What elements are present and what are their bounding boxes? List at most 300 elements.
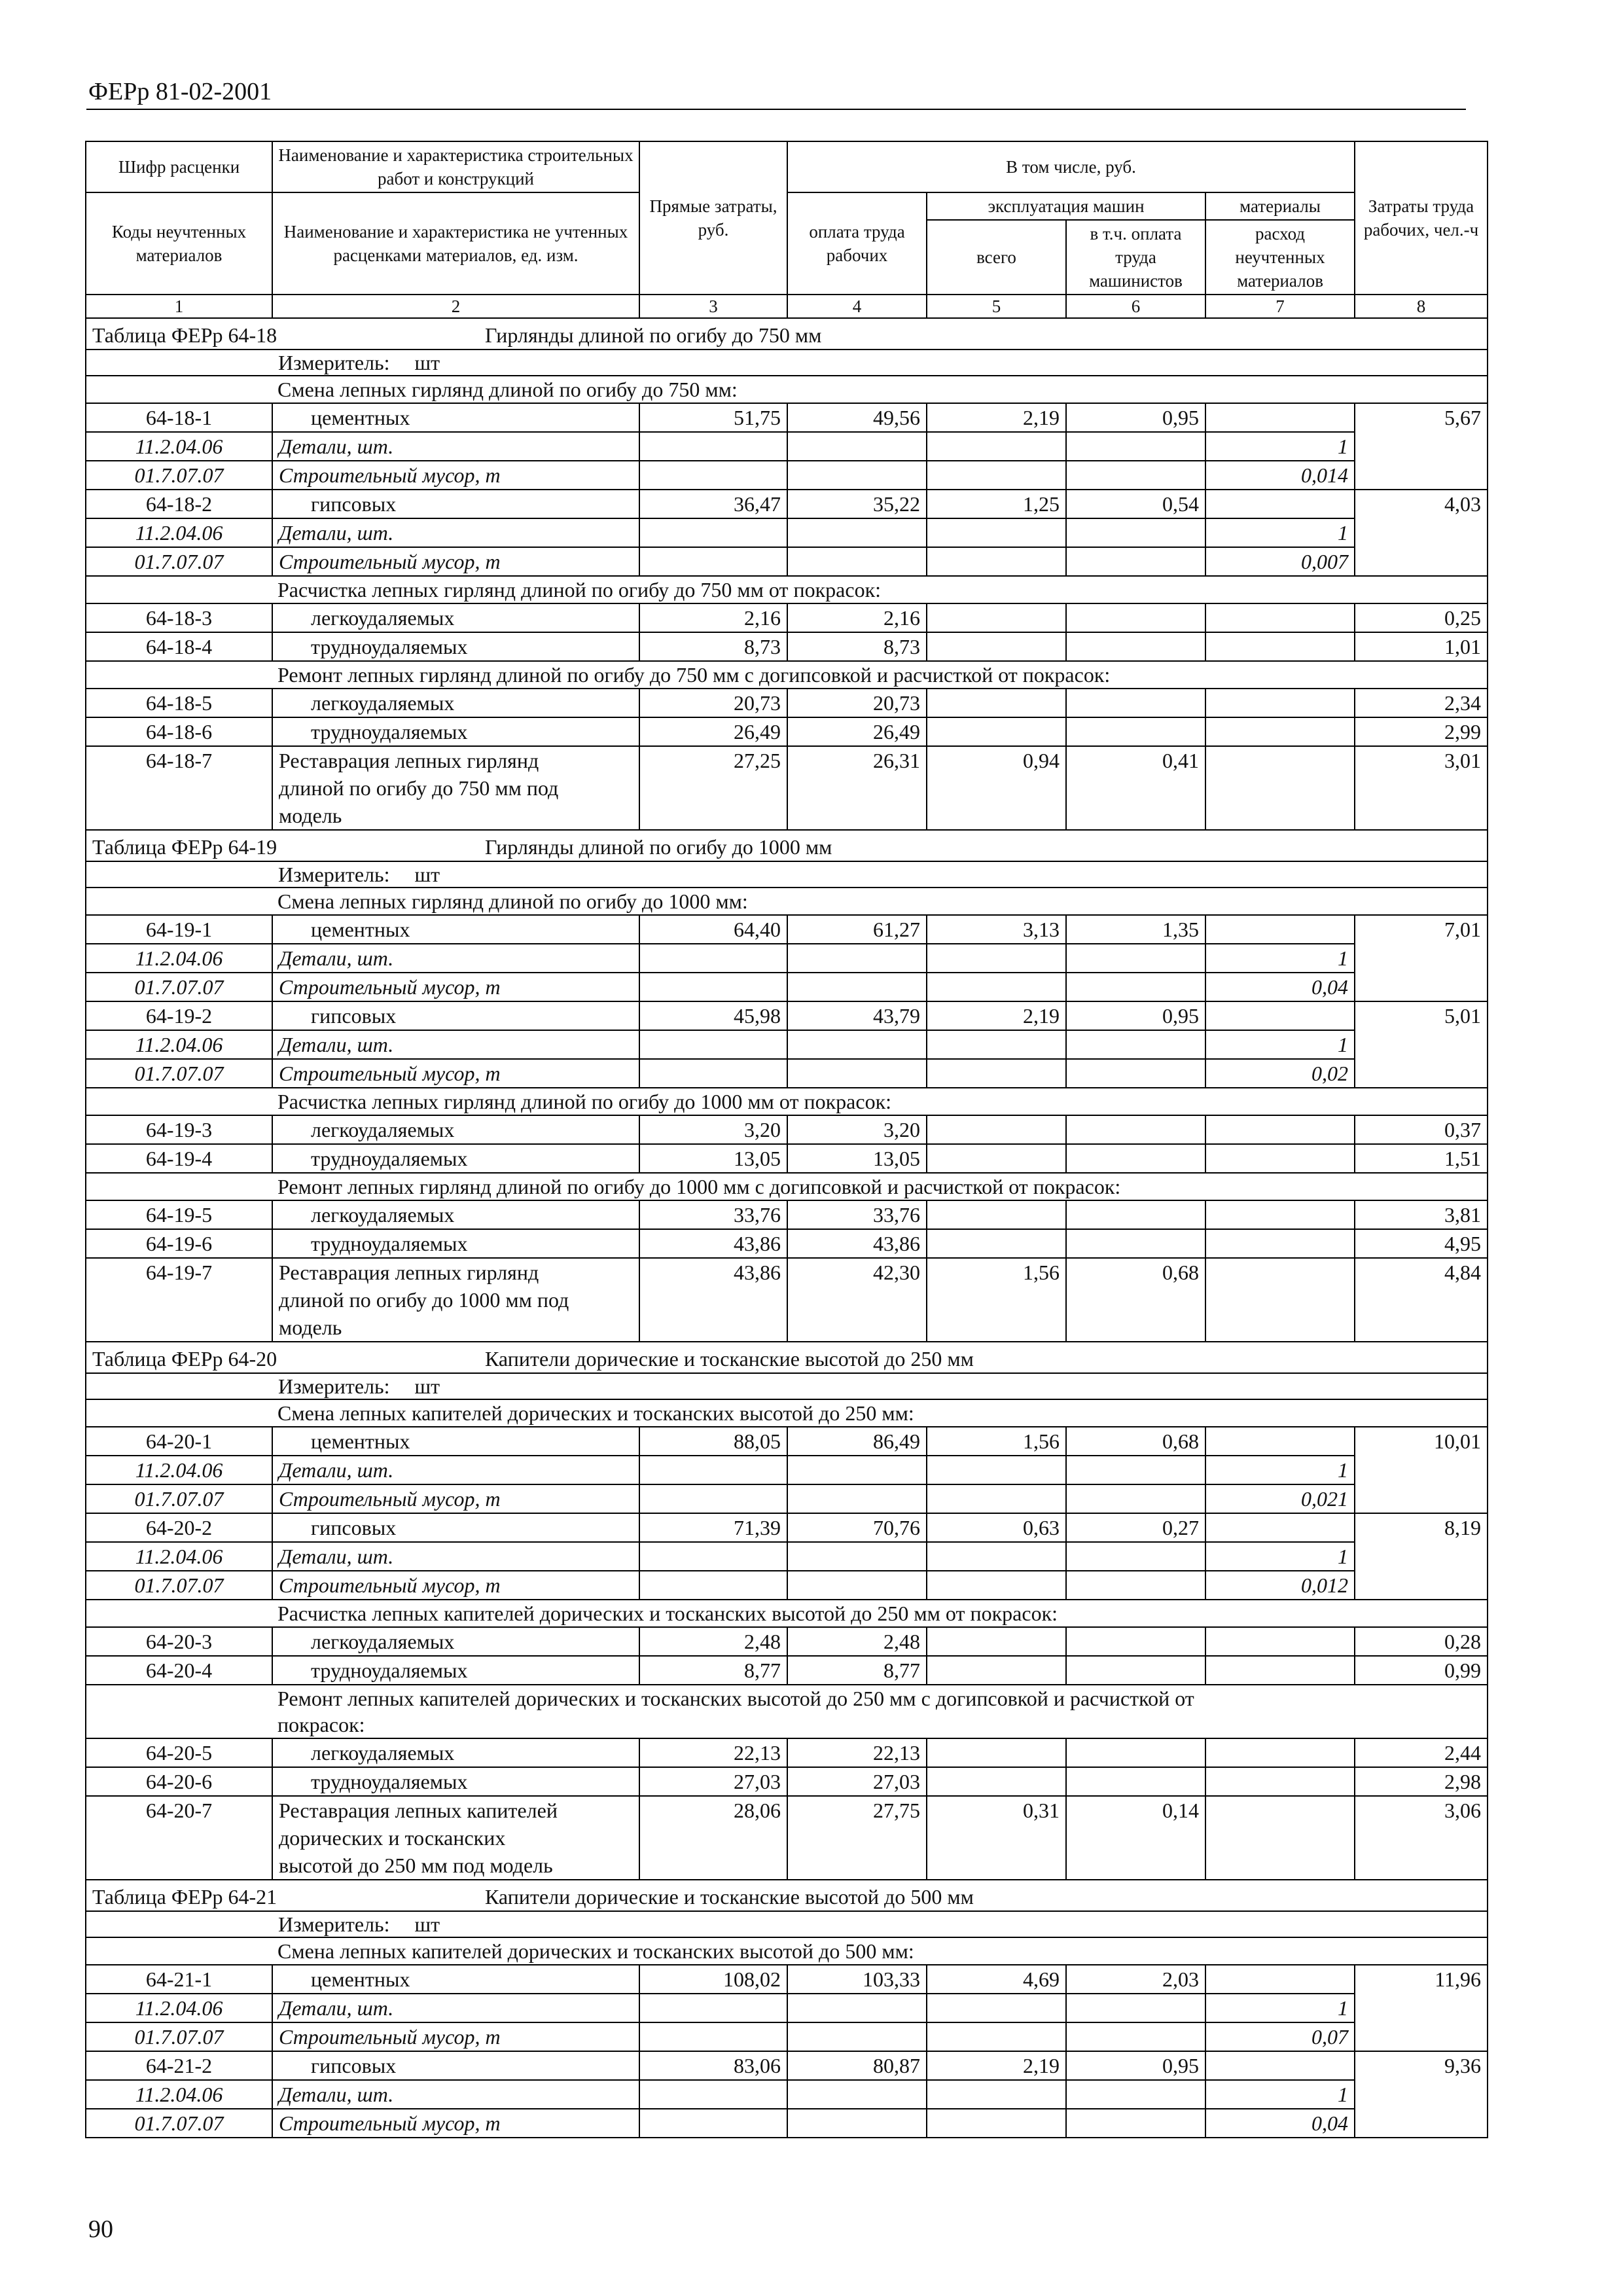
labor-hours: 0,37 — [1355, 1115, 1488, 1144]
materials-usage — [1205, 1200, 1355, 1229]
direct-cost: 88,05 — [639, 1427, 787, 1456]
rate-code: 64-18-7 — [86, 746, 272, 830]
labor-hours: 5,67 — [1355, 403, 1488, 490]
direct-cost: 28,06 — [639, 1796, 787, 1880]
rate-name: легкоудаляемых — [272, 603, 639, 632]
operators-pay — [1066, 1767, 1205, 1796]
rate-name: гипсовых — [272, 1001, 639, 1030]
labor-pay: 26,31 — [787, 746, 927, 830]
operators-pay: 2,03 — [1066, 1965, 1205, 1994]
rate-code: 64-19-3 — [86, 1115, 272, 1144]
labor-hours: 0,99 — [1355, 1656, 1488, 1685]
meter — [86, 861, 1488, 888]
labor-hours: 2,44 — [1355, 1738, 1488, 1767]
rate-name-line: Реставрация лепных гирлянд — [279, 749, 539, 772]
materials-usage — [1205, 1229, 1355, 1258]
operators-pay: 1,35 — [1066, 915, 1205, 944]
rate-name: гипсовых — [272, 2051, 639, 2080]
material-name: Детали, шт. — [272, 432, 639, 461]
materials-usage — [1205, 603, 1355, 632]
machines-total: 0,31 — [927, 1796, 1066, 1880]
material-row — [86, 1456, 1488, 1484]
group-description — [86, 1937, 1488, 1965]
rate-code: 64-20-5 — [86, 1738, 272, 1767]
empty-cell — [787, 2109, 927, 2138]
labor-hours: 3,81 — [1355, 1200, 1488, 1229]
column-number: 6 — [1066, 295, 1205, 318]
operators-pay: 0,68 — [1066, 1258, 1205, 1342]
material-row — [86, 1030, 1488, 1059]
materials-usage — [1205, 1513, 1355, 1542]
material-name: Строительный мусор, т — [272, 1571, 639, 1600]
rate-row — [86, 603, 1488, 632]
machines-total: 2,19 — [927, 1001, 1066, 1030]
rate-name — [272, 746, 639, 830]
materials-usage — [1205, 403, 1355, 432]
material-name: Детали, шт. — [272, 1994, 639, 2022]
direct-cost: 26,49 — [639, 717, 787, 746]
rate-name: легкоудаляемых — [272, 1115, 639, 1144]
empty-cell — [927, 2022, 1066, 2051]
rate-code: 64-21-2 — [86, 2051, 272, 2080]
labor-hours: 0,28 — [1355, 1627, 1488, 1656]
material-row — [86, 1571, 1488, 1600]
direct-cost: 8,73 — [639, 632, 787, 661]
material-row — [86, 944, 1488, 973]
empty-cell — [639, 461, 787, 490]
material-name: Строительный мусор, т — [272, 1059, 639, 1088]
material-qty: 1 — [1205, 1994, 1355, 2022]
empty-cell — [639, 1542, 787, 1571]
rate-name-line: модель — [279, 1316, 342, 1339]
column-number: 8 — [1355, 295, 1488, 318]
labor-hours: 7,01 — [1355, 915, 1488, 1001]
materials-usage — [1205, 2051, 1355, 2080]
labor-pay: 49,56 — [787, 403, 927, 432]
labor-pay: 43,79 — [787, 1001, 927, 1030]
material-name: Детали, шт. — [272, 1456, 639, 1484]
rate-row — [86, 1656, 1488, 1685]
rate-row — [86, 746, 1488, 830]
material-row — [86, 2109, 1488, 2138]
empty-cell — [639, 2080, 787, 2109]
rate-row — [86, 1627, 1488, 1656]
empty-cell — [787, 1059, 927, 1088]
rate-code: 64-20-1 — [86, 1427, 272, 1456]
material-qty: 0,007 — [1205, 547, 1355, 576]
rate-row — [86, 689, 1488, 717]
empty-cell — [1066, 1059, 1205, 1088]
material-qty: 0,02 — [1205, 1059, 1355, 1088]
material-code: 11.2.04.06 — [86, 944, 272, 973]
material-qty: 1 — [1205, 518, 1355, 547]
rate-name: легкоудаляемых — [272, 689, 639, 717]
machines-total: 1,56 — [927, 1258, 1066, 1342]
operators-pay — [1066, 1200, 1205, 1229]
direct-cost: 8,77 — [639, 1656, 787, 1685]
empty-cell — [787, 1571, 927, 1600]
table-name: Гирлянды длиной по огибу до 1000 мм — [485, 835, 832, 859]
rate-code: 64-18-1 — [86, 403, 272, 432]
rate-row — [86, 1427, 1488, 1456]
materials-usage — [1205, 1627, 1355, 1656]
material-qty: 0,07 — [1205, 2022, 1355, 2051]
table-code: Таблица ФЕРр 64-19 — [92, 835, 277, 859]
labor-hours: 3,01 — [1355, 746, 1488, 830]
group-description-line: Смена лепных гирлянд длиной по огибу до 750 мм: — [277, 378, 738, 401]
meter-row — [86, 1373, 1488, 1399]
labor-hours: 2,34 — [1355, 689, 1488, 717]
empty-cell — [1066, 944, 1205, 973]
rate-name-line: высотой до 250 мм под модель — [279, 1854, 553, 1877]
material-code: 01.7.07.07 — [86, 1571, 272, 1600]
empty-cell — [1066, 1571, 1205, 1600]
labor-pay: 86,49 — [787, 1427, 927, 1456]
machines-total: 2,19 — [927, 403, 1066, 432]
empty-cell — [927, 1030, 1066, 1059]
col1-top-header: Шифр расценки — [86, 141, 272, 192]
machines-total: 1,25 — [927, 490, 1066, 518]
rate-name: легкоудаляемых — [272, 1200, 639, 1229]
rate-name-line: Реставрация лепных капителей — [279, 1799, 558, 1822]
group-row — [86, 1685, 1488, 1738]
labor-pay: 61,27 — [787, 915, 927, 944]
rate-code: 64-18-2 — [86, 490, 272, 518]
rate-row — [86, 1796, 1488, 1880]
material-code: 11.2.04.06 — [86, 1030, 272, 1059]
labor-hours: 3,06 — [1355, 1796, 1488, 1880]
operators-pay: 0,95 — [1066, 2051, 1205, 2080]
material-code: 01.7.07.07 — [86, 461, 272, 490]
material-name: Детали, шт. — [272, 1030, 639, 1059]
materials-usage — [1205, 1001, 1355, 1030]
rate-code: 64-21-1 — [86, 1965, 272, 1994]
table-title-row — [86, 1342, 1488, 1373]
operators-pay: 0,95 — [1066, 403, 1205, 432]
direct-cost: 27,03 — [639, 1767, 787, 1796]
direct-cost: 45,98 — [639, 1001, 787, 1030]
materials-usage — [1205, 746, 1355, 830]
rate-code: 64-19-4 — [86, 1144, 272, 1173]
group-description — [86, 1088, 1488, 1115]
empty-cell — [1066, 973, 1205, 1001]
material-row — [86, 518, 1488, 547]
rate-row — [86, 1001, 1488, 1030]
materials-usage — [1205, 632, 1355, 661]
rate-row — [86, 915, 1488, 944]
material-code: 11.2.04.06 — [86, 2080, 272, 2109]
operators-pay — [1066, 632, 1205, 661]
labor-pay: 27,03 — [787, 1767, 927, 1796]
empty-cell — [927, 1542, 1066, 1571]
column-number-row — [86, 295, 1488, 318]
rate-name-line: дорических и тосканских — [279, 1826, 506, 1850]
group-row — [86, 376, 1488, 403]
materials-usage — [1205, 1656, 1355, 1685]
group-description-line: Смена лепных гирлянд длиной по огибу до 1000 мм: — [277, 889, 748, 913]
direct-cost: 33,76 — [639, 1200, 787, 1229]
operators-pay — [1066, 1627, 1205, 1656]
direct-cost: 83,06 — [639, 2051, 787, 2080]
column-number: 1 — [86, 295, 272, 318]
rate-name — [272, 1796, 639, 1880]
material-name: Строительный мусор, т — [272, 2022, 639, 2051]
group-description — [86, 661, 1488, 689]
material-code: 11.2.04.06 — [86, 432, 272, 461]
rate-row — [86, 1738, 1488, 1767]
labor-hours: 4,84 — [1355, 1258, 1488, 1342]
direct-cost: 2,16 — [639, 603, 787, 632]
meter — [86, 1911, 1488, 1937]
labor-pay: 8,73 — [787, 632, 927, 661]
machines-total — [927, 1767, 1066, 1796]
meter-unit: шт — [414, 1912, 440, 1936]
labor-hours: 1,01 — [1355, 632, 1488, 661]
rate-row — [86, 403, 1488, 432]
labor-pay: 8,77 — [787, 1656, 927, 1685]
machines-total — [927, 1656, 1066, 1685]
operators-pay: 0,95 — [1066, 1001, 1205, 1030]
meter-label: Измеритель: — [278, 351, 390, 374]
labor-pay: 43,86 — [787, 1229, 927, 1258]
direct-cost: 22,13 — [639, 1738, 787, 1767]
labor-hours: 4,95 — [1355, 1229, 1488, 1258]
group-row — [86, 1088, 1488, 1115]
rate-name-line: длиной по огибу до 750 мм под — [279, 776, 559, 800]
page-number: 90 — [88, 2215, 113, 2243]
direct-cost-header: Прямые затраты, руб. — [639, 141, 787, 295]
materials-usage — [1205, 717, 1355, 746]
machines-total — [927, 1627, 1066, 1656]
rate-name: гипсовых — [272, 490, 639, 518]
rate-name: легкоудаляемых — [272, 1627, 639, 1656]
empty-cell — [1066, 432, 1205, 461]
empty-cell — [639, 973, 787, 1001]
empty-cell — [787, 1456, 927, 1484]
material-code: 01.7.07.07 — [86, 2022, 272, 2051]
labor-pay: 22,13 — [787, 1738, 927, 1767]
materials-usage-header: расход неучтенных материалов — [1205, 220, 1355, 295]
rate-row — [86, 717, 1488, 746]
meter-label: Измеритель: — [278, 863, 390, 886]
direct-cost: 71,39 — [639, 1513, 787, 1542]
empty-cell — [1066, 2109, 1205, 2138]
operators-pay — [1066, 717, 1205, 746]
rate-code: 64-20-7 — [86, 1796, 272, 1880]
material-qty: 1 — [1205, 944, 1355, 973]
material-qty: 0,021 — [1205, 1484, 1355, 1513]
material-code: 01.7.07.07 — [86, 2109, 272, 2138]
empty-cell — [639, 547, 787, 576]
group-row — [86, 1600, 1488, 1627]
table-head — [86, 141, 1488, 318]
empty-cell — [639, 1484, 787, 1513]
empty-cell — [927, 518, 1066, 547]
operators-pay — [1066, 1738, 1205, 1767]
labor-hours: 2,99 — [1355, 717, 1488, 746]
table-code: Таблица ФЕРр 64-21 — [92, 1885, 277, 1909]
materials-usage — [1205, 915, 1355, 944]
empty-cell — [639, 944, 787, 973]
material-code: 01.7.07.07 — [86, 1484, 272, 1513]
group-description-line: покрасок: — [277, 1713, 365, 1736]
empty-cell — [639, 1571, 787, 1600]
direct-cost: 20,73 — [639, 689, 787, 717]
meter-label: Измеритель: — [278, 1912, 390, 1936]
empty-cell — [787, 1030, 927, 1059]
table-name: Капители дорические и тосканские высотой до 250 мм — [485, 1347, 974, 1371]
machines-total — [927, 1229, 1066, 1258]
empty-cell — [787, 944, 927, 973]
materials-usage — [1205, 1796, 1355, 1880]
operators-pay-header: в т.ч. оплата труда машинистов — [1066, 220, 1205, 295]
material-name: Строительный мусор, т — [272, 2109, 639, 2138]
rate-row — [86, 2051, 1488, 2080]
direct-cost: 13,05 — [639, 1144, 787, 1173]
table-title-row — [86, 318, 1488, 350]
material-row — [86, 2022, 1488, 2051]
meter-label: Измеритель: — [278, 1374, 390, 1398]
group-description-line: Ремонт лепных гирлянд длиной по огибу до 750 мм с догипсовкой и расчисткой от покрасок: — [277, 663, 1111, 687]
labor-hours: 11,96 — [1355, 1965, 1488, 2051]
material-name: Детали, шт. — [272, 1542, 639, 1571]
empty-cell — [927, 1059, 1066, 1088]
empty-cell — [1066, 1484, 1205, 1513]
material-qty: 1 — [1205, 1456, 1355, 1484]
material-row — [86, 2080, 1488, 2109]
materials-usage — [1205, 1965, 1355, 1994]
labor-pay: 35,22 — [787, 490, 927, 518]
operators-pay: 0,27 — [1066, 1513, 1205, 1542]
direct-cost: 51,75 — [639, 403, 787, 432]
labor-hours: 0,25 — [1355, 603, 1488, 632]
rate-code: 64-20-6 — [86, 1767, 272, 1796]
empty-cell — [1066, 1456, 1205, 1484]
group-description — [86, 1600, 1488, 1627]
material-row — [86, 547, 1488, 576]
machines-total — [927, 632, 1066, 661]
table-title — [86, 830, 1488, 861]
empty-cell — [639, 432, 787, 461]
rate-code: 64-19-1 — [86, 915, 272, 944]
rate-name: цементных — [272, 403, 639, 432]
labor-pay: 2,48 — [787, 1627, 927, 1656]
empty-cell — [787, 1994, 927, 2022]
machines-total — [927, 1738, 1066, 1767]
material-qty: 1 — [1205, 1030, 1355, 1059]
table-name: Гирлянды длиной по огибу до 750 мм — [485, 323, 822, 347]
materials-usage — [1205, 1115, 1355, 1144]
machines-total — [927, 717, 1066, 746]
rate-code: 64-18-6 — [86, 717, 272, 746]
labor-hours-header: Затраты труда рабочих, чел.-ч — [1355, 141, 1488, 295]
empty-cell — [787, 2022, 927, 2051]
material-code: 01.7.07.07 — [86, 1059, 272, 1088]
col2-bottom-header: Наименование и характеристика не учтенных расценками материалов, ед. изм. — [272, 192, 639, 295]
material-row — [86, 1542, 1488, 1571]
rate-code: 64-19-5 — [86, 1200, 272, 1229]
labor-pay: 80,87 — [787, 2051, 927, 2080]
empty-cell — [787, 432, 927, 461]
labor-hours: 5,01 — [1355, 1001, 1488, 1088]
material-code: 01.7.07.07 — [86, 547, 272, 576]
machines-total — [927, 1200, 1066, 1229]
empty-cell — [927, 1994, 1066, 2022]
labor-hours: 1,51 — [1355, 1144, 1488, 1173]
empty-cell — [1066, 2022, 1205, 2051]
labor-pay: 103,33 — [787, 1965, 927, 1994]
rate-name: цементных — [272, 915, 639, 944]
empty-cell — [639, 2109, 787, 2138]
empty-cell — [639, 1030, 787, 1059]
group-description — [86, 1173, 1488, 1200]
group-description-line: Ремонт лепных гирлянд длиной по огибу до 1000 мм с догипсовкой и расчисткой от покрасок: — [277, 1175, 1121, 1198]
operators-pay — [1066, 1144, 1205, 1173]
rate-name: трудноудаляемых — [272, 717, 639, 746]
empty-cell — [1066, 2080, 1205, 2109]
empty-cell — [787, 973, 927, 1001]
machines-total: 4,69 — [927, 1965, 1066, 1994]
rate-row — [86, 1965, 1488, 1994]
material-qty: 1 — [1205, 2080, 1355, 2109]
labor-pay: 13,05 — [787, 1144, 927, 1173]
rate-name: трудноудаляемых — [272, 1656, 639, 1685]
labor-pay: 26,49 — [787, 717, 927, 746]
empty-cell — [787, 1484, 927, 1513]
group-description-line: Смена лепных капителей дорических и тосканских высотой до 250 мм: — [277, 1401, 914, 1425]
rate-row — [86, 632, 1488, 661]
materials-usage — [1205, 1258, 1355, 1342]
rate-code: 64-20-4 — [86, 1656, 272, 1685]
empty-cell — [1066, 518, 1205, 547]
labor-hours: 10,01 — [1355, 1427, 1488, 1513]
materials-usage — [1205, 689, 1355, 717]
rate-name: трудноудаляемых — [272, 1767, 639, 1796]
rate-code: 64-19-2 — [86, 1001, 272, 1030]
empty-cell — [639, 2022, 787, 2051]
labor-hours: 8,19 — [1355, 1513, 1488, 1600]
group-description — [86, 376, 1488, 403]
table-code: Таблица ФЕРр 64-18 — [92, 323, 277, 347]
material-qty: 1 — [1205, 432, 1355, 461]
table-title-row — [86, 830, 1488, 861]
material-code: 11.2.04.06 — [86, 1456, 272, 1484]
rate-name-line: Реставрация лепных гирлянд — [279, 1261, 539, 1284]
group-description — [86, 1685, 1488, 1738]
material-name: Строительный мусор, т — [272, 461, 639, 490]
rate-name: трудноудаляемых — [272, 1144, 639, 1173]
rate-row — [86, 1513, 1488, 1542]
rate-name: цементных — [272, 1965, 639, 1994]
empty-cell — [927, 1456, 1066, 1484]
rate-code: 64-19-7 — [86, 1258, 272, 1342]
empty-cell — [927, 461, 1066, 490]
col1-bottom-header: Коды неучтенных материалов — [86, 192, 272, 295]
material-qty: 0,04 — [1205, 2109, 1355, 2138]
group-row — [86, 576, 1488, 603]
empty-cell — [639, 1994, 787, 2022]
machines-total — [927, 1144, 1066, 1173]
materials-usage — [1205, 1427, 1355, 1456]
rate-row — [86, 490, 1488, 518]
machines-total: 1,56 — [927, 1427, 1066, 1456]
incl-header: В том числе, руб. — [787, 141, 1355, 192]
empty-cell — [787, 1542, 927, 1571]
direct-cost: 27,25 — [639, 746, 787, 830]
meter-row — [86, 1911, 1488, 1937]
empty-cell — [927, 973, 1066, 1001]
group-row — [86, 661, 1488, 689]
